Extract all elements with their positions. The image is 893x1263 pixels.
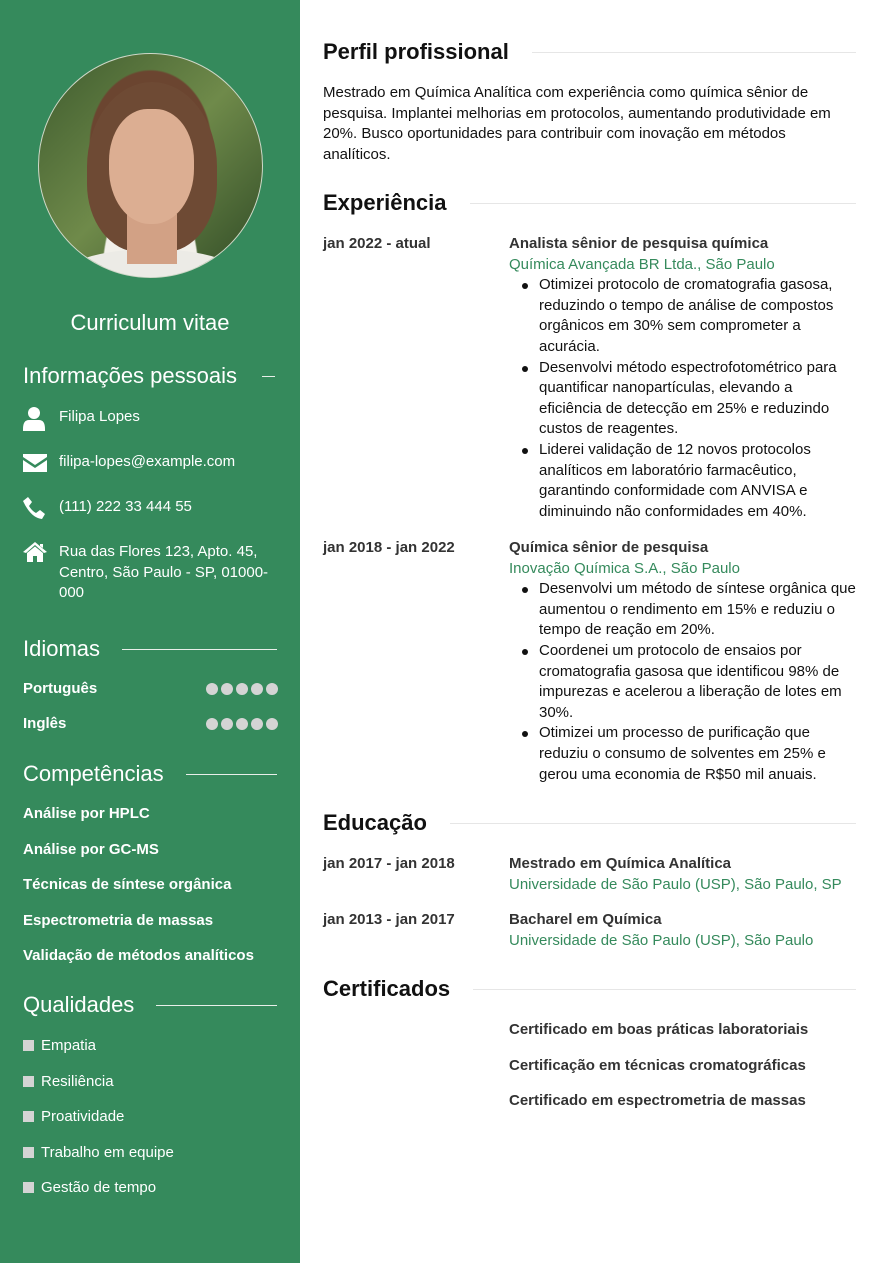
education-heading-text: Educação — [323, 810, 427, 835]
skills-heading — [23, 761, 277, 787]
quality-text: Resiliência — [41, 1073, 114, 1090]
certificate-item: Certificação em técnicas cromatográficas — [509, 1057, 806, 1074]
entry-school: Universidade de São Paulo (USP), São Paulo — [509, 931, 814, 949]
profile-heading — [323, 39, 856, 65]
square-bullet-icon — [23, 1111, 34, 1122]
certificates-heading-text: Certificados — [323, 976, 451, 1001]
square-bullet-icon — [23, 1182, 34, 1193]
contact-phone — [23, 497, 278, 519]
experience-heading-text: Experiência — [323, 190, 447, 215]
language-item — [23, 715, 278, 732]
bullet-item: Liderei validação de 12 novos protocolos analíticos em laboratório farmacêutico, garantindo conformidade com ANVISA e diminuindo não conformidades em 40%. — [539, 440, 859, 522]
qualities-heading-text: Qualidades — [23, 992, 135, 1017]
contact-email — [23, 452, 278, 473]
profile-heading-text: Perfil profissional — [323, 39, 509, 64]
entry-school: Universidade de São Paulo (USP), São Paulo, SP — [509, 875, 842, 893]
skill-item: Validação de métodos analíticos — [23, 947, 254, 964]
language-name: Inglês — [23, 715, 67, 732]
entry-organization: Química Avançada BR Ltda., São Paulo — [509, 255, 775, 273]
address-text: Rua das Flores 123, Apto. 45, Centro, São Paulo - SP, 01000-000 — [59, 543, 269, 601]
skill-item: Análise por HPLC — [23, 805, 150, 822]
phone-icon — [23, 497, 59, 519]
languages-heading — [23, 636, 277, 662]
contact-name — [23, 407, 278, 431]
cv-title: Curriculum vitae — [70, 310, 230, 335]
quality-text: Proatividade — [41, 1108, 125, 1125]
skills-heading-text: Competências — [23, 761, 164, 786]
level-dot — [236, 683, 248, 695]
user-icon — [23, 407, 59, 431]
profile-photo — [38, 53, 263, 278]
entry-degree: Bacharel em Química — [509, 911, 662, 928]
entry-date: jan 2022 - atual — [323, 235, 431, 252]
quality-item — [23, 1108, 124, 1125]
level-dot — [251, 683, 263, 695]
heading-divider — [262, 376, 275, 377]
level-dot — [266, 683, 278, 695]
skill-item: Análise por GC-MS — [23, 841, 159, 858]
certificate-item: Certificado em espectrometria de massas — [509, 1092, 806, 1109]
education-heading — [323, 810, 856, 836]
language-level — [206, 683, 278, 695]
language-level — [206, 718, 278, 730]
home-icon — [23, 542, 59, 604]
entry-date: jan 2018 - jan 2022 — [323, 539, 455, 556]
heading-divider — [473, 989, 856, 990]
personal-info-heading — [23, 363, 277, 389]
heading-divider — [470, 203, 856, 204]
certificate-item: Certificado em boas práticas laboratoriais — [509, 1021, 809, 1038]
level-dot — [206, 683, 218, 695]
level-dot — [251, 718, 263, 730]
phone-text: (111) 222 33 444 55 — [59, 498, 192, 515]
quality-text: Empatia — [41, 1037, 97, 1054]
heading-divider — [122, 649, 277, 650]
entry-role: Analista sênior de pesquisa química — [509, 235, 769, 252]
level-dot — [236, 718, 248, 730]
certificates-heading — [323, 976, 856, 1002]
square-bullet-icon — [23, 1147, 34, 1158]
personal-info-heading-text: Informações pessoais — [23, 363, 237, 388]
qualities-heading — [23, 992, 277, 1018]
skill-item: Técnicas de síntese orgânica — [23, 876, 232, 893]
quality-text: Gestão de tempo — [41, 1179, 157, 1196]
bullet-item: Otimizei um processo de purificação que reduziu o consumo de solventes em 25% e gerou uma economia de R$50 mil anuais. — [539, 723, 859, 785]
entry-organization: Inovação Química S.A., São Paulo — [509, 559, 740, 577]
bullet-item: Otimizei protocolo de cromatografia gasosa, reduzindo o tempo de análise de compostos orgânicos em 30% sem comprometer a acurácia. — [539, 275, 859, 357]
language-name: Português — [23, 680, 98, 697]
level-dot — [221, 718, 233, 730]
skill-item: Espectrometria de massas — [23, 912, 214, 929]
entry-date: jan 2013 - jan 2017 — [323, 911, 455, 928]
language-item — [23, 680, 278, 697]
square-bullet-icon — [23, 1076, 34, 1087]
entry-bullets — [509, 275, 859, 522]
square-bullet-icon — [23, 1040, 34, 1051]
envelope-icon — [23, 452, 59, 473]
name-text: Filipa Lopes — [59, 408, 140, 425]
level-dot — [221, 683, 233, 695]
languages-heading-text: Idiomas — [23, 636, 101, 661]
quality-item — [23, 1144, 174, 1161]
bullet-item: Desenvolvi método espectrofotométrico para quantificar nanopartículas, elevando a eficiência de detecção em 25% e reduzindo custos de reagentes. — [539, 358, 859, 440]
heading-divider — [156, 1005, 277, 1006]
level-dot — [266, 718, 278, 730]
heading-divider — [450, 823, 856, 824]
entry-bullets — [509, 579, 859, 785]
heading-divider — [186, 774, 277, 775]
bullet-item: Coordenei um protocolo de ensaios por cromatografia gasosa que identificou 98% de impurezas e acelerou a liberação de lotes em 30%. — [539, 641, 859, 723]
profile-summary: Mestrado em Química Analítica com experiência como química sênior de pesquisa. Implantei melhorias em protocolos, aumentando produtividade em 20%. Busco oportunidades para contribuir com inovação em métodos analíticos. — [323, 84, 831, 164]
quality-item — [23, 1179, 156, 1196]
contact-address — [23, 542, 278, 604]
quality-item — [23, 1073, 114, 1090]
sidebar — [0, 0, 300, 1263]
entry-date: jan 2017 - jan 2018 — [323, 855, 455, 872]
quality-text: Trabalho em equipe — [41, 1144, 174, 1161]
heading-divider — [532, 52, 856, 53]
experience-heading — [323, 190, 856, 216]
entry-degree: Mestrado em Química Analítica — [509, 855, 732, 872]
level-dot — [206, 718, 218, 730]
quality-item — [23, 1037, 96, 1054]
email-link[interactable]: filipa-lopes@example.com — [59, 453, 236, 470]
entry-role: Química sênior de pesquisa — [509, 539, 709, 556]
bullet-item: Desenvolvi um método de síntese orgânica que aumentou o rendimento em 15% e reduziu o tempo de reação em 20%. — [539, 579, 859, 641]
